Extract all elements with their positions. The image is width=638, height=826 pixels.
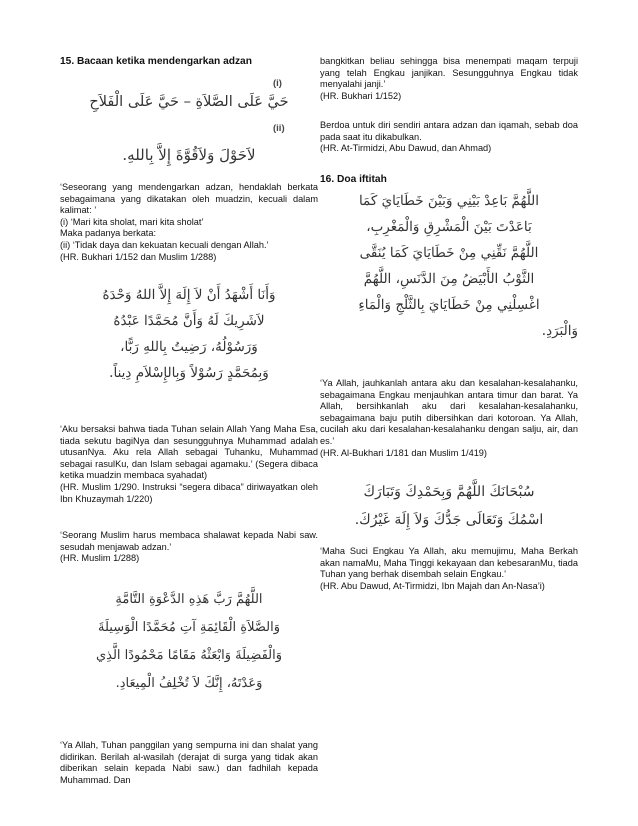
arabic-line: اسْمُكَ وَتَعَالَى جَدُّكَ وَلاَ إِلَهَ غَيْرُكَ.: [354, 512, 544, 528]
paragraph-subhanaka-translation: [320, 546, 578, 592]
arabic-line: اللَّهُمَّ نَقِّنِي مِنْ خَطَايَايَ كَمَا يُنَقَّى: [359, 245, 539, 261]
text-line: (HR. Al-Bukhari 1/181 dan Muslim 1/419): [320, 447, 487, 458]
marker-ii: (ii): [273, 123, 285, 134]
arabic-line: وَالصَّلاَةِ الْقَائِمَةِ آتِ مُحَمَّدًا الْوَسِيلَةَ: [98, 620, 280, 635]
text-line: (HR. At-Tirmidzi, Abu Dawud, dan Ahmad): [320, 143, 492, 154]
section-15-heading: 15. Bacaan ketika mendengarkan adzan: [60, 56, 252, 67]
arabic-la-hawla-text: لاَحَوْلَ وَلاَقُوَّةَ إِلاَّ بِاللهِ.: [122, 146, 256, 164]
arabic-line: وَعَدْتَهُ، إِنَّكَ لاَ تُخْلِفُ الْمِيعَادِ.: [115, 676, 263, 691]
text-line: ‘Seorang Muslim harus membaca shalawat kepada Nabi saw. sesudah menjawab adzan.’: [60, 530, 318, 552]
text-line: bangkitkan beliau sehingga bisa menempati maqam terpuji yang telah Engkau janjikan. Sesungguhnya Engkau tidak menyalahi janji.’: [320, 56, 578, 90]
text-line: (ii) ‘Tidak daya dan kekuatan kecuali dengan Allah.’: [60, 239, 269, 250]
arabic-line: اغْسِلْنِي مِنْ خَطَايَايَ بِالثَّلْجِ وَالْمَاءِ: [358, 297, 540, 313]
arabic-line: وَبِمُحَمَّدٍ رَسُوْلاً وَبِالإِسْلاَمِ دِيناً.: [109, 365, 269, 381]
text-line: (HR. Muslim 1/290. Instruksi “segera dibaca” diriwayatkan oleh Ibn Khuzaymah 1/220): [60, 481, 318, 504]
section-16-header: [320, 174, 578, 186]
arabic-iftitah: [320, 188, 578, 344]
text-line: Berdoa untuk diri sendiri antara adzan dan iqamah, sebab doa pada saat itu dikabulkan.: [320, 120, 578, 142]
arabic-hayya-text: حَيَّ عَلَى الصَّلاَةِ – حَيَّ عَلَى الْفَلاَحِ: [89, 94, 289, 110]
arabic-line: لاَشَرِيكَ لَهُ وَأَنَّ مُحَمَّدًا عَبْدُهُ: [113, 313, 265, 329]
arabic-syahadat: [60, 282, 318, 386]
arabic-line: وَالْبَرَدِ.: [541, 323, 578, 339]
arabic-line: وَالْفَضِيلَةَ وَابْعَثْهُ مَقَامًا مَحْمُودًا الَّذِي: [95, 648, 283, 663]
arabic-line: الثَّوْبُ الأَبْيَضُ مِنَ الدَّنَسِ، اللَّهُمَّ: [363, 271, 535, 287]
paragraph-wasilah-translation: [60, 740, 318, 786]
paragraph-iftitah-translation: [320, 378, 578, 459]
paragraph-adzan-response: [60, 182, 318, 263]
arabic-wasilah: [60, 586, 318, 698]
arabic-line: سُبْحَانَكَ اللَّهُمَّ وَبِحَمْدِكَ وَتَبَارَكَ: [363, 484, 535, 500]
text-line: (i) ‘Mari kita sholat, mari kita sholat’: [60, 216, 204, 227]
text-line: (HR. Bukhari 1/152 dan Muslim 1/288): [60, 251, 217, 262]
paragraph-doa-adzan-iqamah: [320, 120, 578, 155]
text-line: ‘Ya Allah, Tuhan panggilan yang sempurna ini dan shalat yang didirikan. Berilah al-wasilah (derajat di surga yang tidak akan diberikan selain kepada Nabi saw.) dan fadhilah kepada Muhammad. Dan: [60, 740, 318, 785]
text-line: (HR. Bukhari 1/152): [320, 90, 402, 101]
text-line: ‘Seseorang yang mendengarkan adzan, hendaklah berkata sebagaimana yang dikatakan oleh muadzin, kecuali dalam kalimat: ’: [60, 182, 318, 216]
text-line: ‘Ya Allah, jauhkanlah antara aku dan kesalahan-kesalahanku, sebagaimana Engkau menjauhkan antara timur dan barat. Ya Allah, bersihkanlah aku dari kesalahan-kesalahanku, sebagaimana baju putih dibersihkan dari kotoroan. Ya Allah, cucilah aku dari kesalahan-kesalahanku dengan salju, air, dan es.’: [320, 378, 578, 446]
text-line: ‘Maha Suci Engkau Ya Allah, aku memujimu, Maha Berkah akan namaMu, Maha Tinggi kekayaan dan kebesaranMu, tiada Tuhan yang berhak disembah selain Engkau.’: [320, 546, 578, 580]
marker-i: (i): [273, 78, 282, 89]
text-line: (HR. Muslim 1/288): [60, 553, 140, 564]
arabic-line: اللَّهُمَّ بَاعِدْ بَيْنِي وَبَيْنَ خَطَايَايَ كَمَا: [358, 193, 540, 209]
arabic-la-hawla: [60, 144, 318, 166]
left-column: [60, 56, 318, 785]
paragraph-wasilah-continued: [320, 56, 578, 102]
section-16-heading: 16. Doa iftitah: [320, 174, 387, 185]
text-line: Maka padanya berkata:: [60, 228, 157, 239]
arabic-line: وَرَسُوْلُهُ، رَضِيتُ بِاللهِ رَبًّا،: [120, 339, 258, 355]
paragraph-shalawat: [60, 530, 318, 565]
text-line: ‘Aku bersaksi bahwa tiada Tuhan selain Allah Yang Maha Esa, tiada sekutu bagiNya dan sesungguhnya Muhammad adalah utusanNya. Aku rela Allah sebagai Tuhanku, Muhammad sebagai rasulKu, dan Islam sebagai agamaku.’ (Segera dibaca ketika muadzin membaca syahadat): [60, 424, 318, 481]
right-column: [320, 56, 578, 776]
paragraph-syahadat-translation: [60, 424, 318, 505]
arabic-line: بَاعَدْتَ بَيْنَ الْمَشْرِقِ وَالْمَغْرِبِ،: [366, 219, 532, 235]
arabic-hayya: [60, 92, 318, 112]
arabic-subhanaka: [320, 478, 578, 534]
arabic-line: وَأَنَا أَشْهَدُ أَنْ لاَ إِلَهَ إِلاَّ اللهُ وَحْدَهُ: [102, 287, 276, 303]
text-line: (HR. Abu Dawud, At-Tirmidzi, Ibn Majah dan An-Nasa’i): [320, 580, 545, 591]
arabic-line: اللَّهُمَّ رَبَّ هَذِهِ الدَّعْوَةِ التَّامَّةِ: [115, 592, 263, 607]
